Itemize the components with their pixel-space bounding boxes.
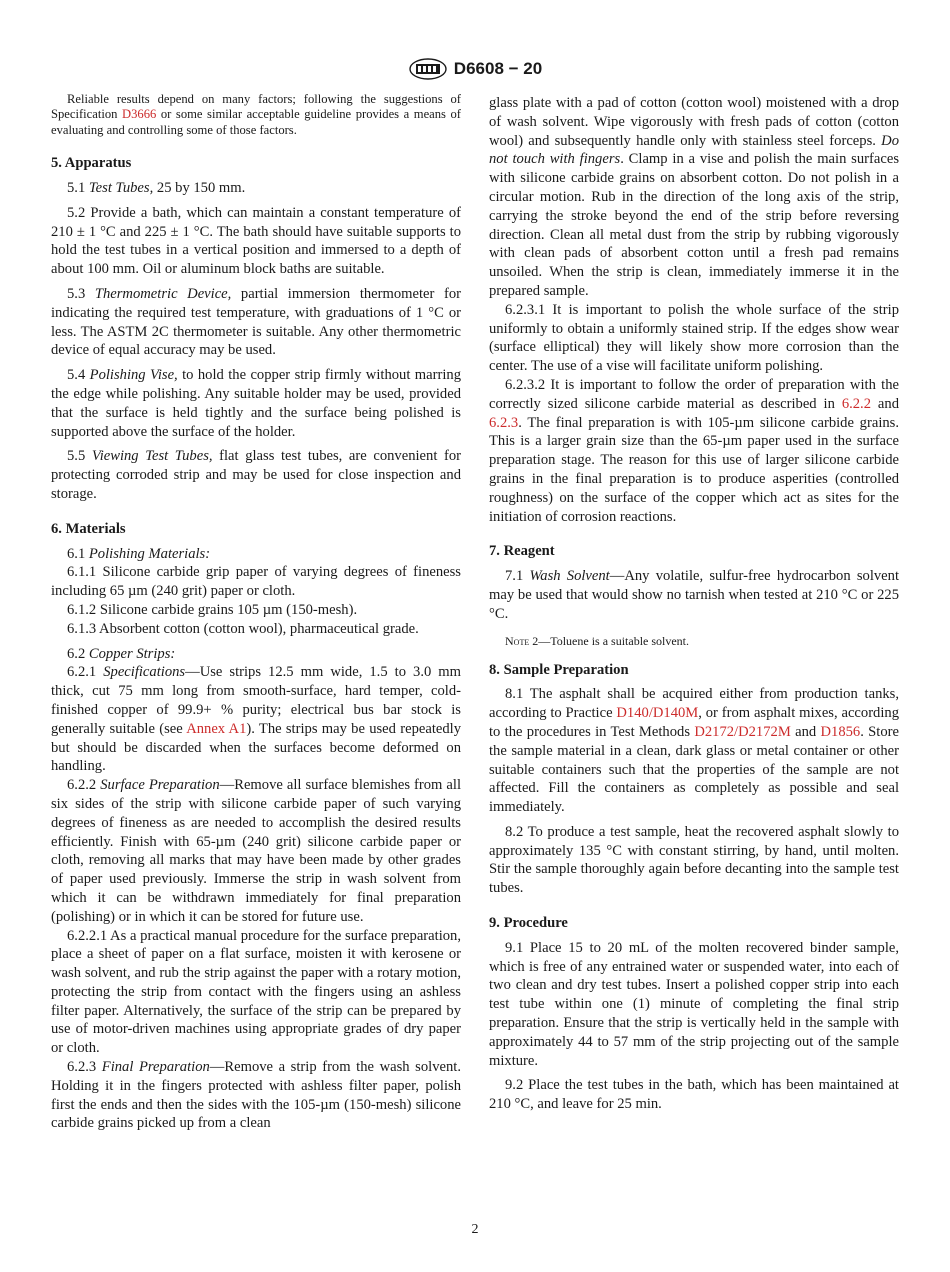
link-d1856[interactable]: D1856 (820, 723, 861, 740)
note-text: 2—Toluene is a suitable solvent. (529, 633, 690, 648)
left-column (51, 92, 461, 1133)
para-term: Surface Preparation (100, 777, 220, 794)
paragraph-5-3 (51, 285, 461, 360)
para-num: 5.5 (67, 448, 92, 465)
paragraph-6-1 (51, 545, 461, 564)
paragraph-5-2: 5.2 Provide a bath, which can maintain a constant temperature of 210 ± 1 °C and 225 ± 1 °C. The bath should have suitable supports to hold the test tubes in a vertical position and immersed to a depth of about 100 mm. Oil or aluminum block baths are suitable. (51, 204, 461, 278)
paragraph-6-1-3: 6.1.3 Absorbent cotton (cotton wool), pharmaceutical grade. (67, 620, 419, 637)
paragraph-8-1 (489, 685, 899, 817)
para-text: flat glass test tubes, are convenient for protecting corroded strip and may be used for close inspection and storage. (51, 448, 462, 502)
paragraph-6-1-1: 6.1.1 Silicone carbide grip paper of varying degrees of fineness including 65 µm (240 grit) paper or cloth. (51, 564, 461, 600)
para-text: 25 by 150 mm. (153, 180, 246, 197)
para-text-end: . The final preparation is with 105-µm silicone carbide grains. This is a larger grain size than the 65-µm paper used in the surface preparation stage. The reason for this use of larger silicone carbide grains in the final preparation is to produce asperities (controlled roughness) on the surface of the copper which act as sites for the initiation of corrosion reactions. (489, 414, 899, 525)
paragraph-6-2-3-2 (489, 376, 899, 526)
para-text-end: . Clamp in a vise and polish the main surfaces with silicone carbide grains on absorbent cotton. Do not polish in a circular motion. Rub in the direction of the long axis of the strip, carrying the stroke beyond the end of the strip before reversing direction. Clean all metal dust from the strip by rubbing vigorously with clean pads of absorbent cotton until a fresh pad remains unsoiled. When the strip is clean, immediately immerse it in the prepared sample. (489, 151, 899, 299)
para-term: Thermometric Device, (94, 286, 232, 302)
paragraph-6-2-3-1: 6.2.3.1 It is important to polish the whole surface of the strip uniformly to obtain a uniformly stained strip. If the edges show wear (surface elliptical) they will likely show more corrosion than the center. The use of a vise will facilitate uniform polishing. (489, 301, 899, 375)
para-text-mid: and (790, 723, 821, 740)
para-term: Final Preparation (101, 1059, 210, 1076)
paragraph-6-2 (51, 645, 461, 664)
intro-text-end: or some similar acceptable guideline provides a means of evaluating and controlling some of those factors. (51, 107, 462, 137)
page-number: 2 (471, 1222, 479, 1237)
paragraph-6-2-1 (51, 663, 461, 776)
paragraph-9-2: 9.2 Place the test tubes in the bath, which has been maintained at 210 °C, and leave for 25 min. (489, 1077, 899, 1113)
para-num: 6.2 (67, 645, 89, 662)
link-6-2-2[interactable]: 6.2.2 (841, 395, 871, 412)
para-text: glass plate with a pad of cotton (cotton wool) moistened with a drop of wash solvent. Wipe vigorously with fresh pads of cotton (cotton wool) and subsequently handle only with stainless steel forceps. (489, 95, 899, 149)
section-8-heading: 8. Sample Preparation (489, 661, 629, 678)
intro-text: Reliable results depend on many factors; following the suggestions of Specification (51, 92, 461, 122)
para-text: —Remove a strip from the wash solvent. Holding it in the fingers protected with ashless filter paper, polish first the ends and then the sides with the 105-µm (150-mesh) silicone carbide grains picked up from a clean (51, 1059, 461, 1132)
paragraph-7-1 (489, 567, 899, 623)
paragraph-6-1-2: 6.1.2 Silicone carbide grains 105 µm (150-mesh). (67, 601, 358, 618)
document-designation: D6608 − 20 (453, 59, 543, 78)
para-term: Viewing Test Tubes, (91, 448, 213, 465)
para-text: partial immersion thermometer for indicating the required test temperature, with graduations of 1 °C or less. The ASTM 2C thermometer is suitable. Any other thermometric device of equal accuracy may be used. (51, 286, 462, 359)
para-text: —Use strips 12.5 mm wide, 1.5 to 3.0 mm thick, cut 75 mm long from smooth-surface, hard temper, cold-finished copper of 99.9+ % purity; electrical bus bar stock is generally suitable (see (51, 664, 461, 737)
note-2 (489, 634, 899, 649)
para-num: 5.3 (67, 286, 95, 302)
para-text: —Remove all surface blemishes from all six sides of the strip with silicone carbide paper of such varying degrees of fineness as are needed to accomplish the desired results efficiently. Finish with 65-µm (240 grit) silicone carbide paper or cloth, removing all marks that may have been made by other grades of paper used previously. Immerse the strip in wash solvent from which it can be withdrawn immediately for final preparation (polishing) or in which it can be stored for future use. (51, 777, 461, 925)
paragraph-5-1 (51, 179, 461, 198)
right-column (489, 94, 899, 1114)
link-d140[interactable]: D140/D140M (616, 705, 699, 722)
paragraph-6-2-3-continued (489, 94, 899, 301)
para-num: 7.1 (505, 568, 530, 585)
para-text-mid: and (871, 395, 899, 412)
para-text: —Any volatile, sulfur-free hydrocarbon solvent may be used that would show no tarnish when tested at 210 °C or 225 °C. (489, 568, 899, 622)
link-d2172[interactable]: D2172/D2172M (694, 723, 791, 740)
section-9-heading: 9. Procedure (489, 915, 568, 932)
para-num: 6.2.1 (67, 664, 104, 681)
section-6-heading: 6. Materials (51, 520, 126, 537)
para-num: 6.2.3 (67, 1059, 102, 1076)
para-term: Wash Solvent (529, 568, 610, 585)
astm-logo-icon (408, 58, 448, 80)
para-text: 6.2.3.2 It is important to follow the order of preparation with the correctly sized silicone carbide material as described in (489, 376, 899, 412)
para-text-mid: , or from asphalt mixes, according to the procedures in Test Methods (489, 705, 900, 740)
para-num: 6.2.2 (67, 777, 101, 794)
para-text-end: ). The strips may be used repeatedly but should be discarded when the surfaces become deformed on handling. (51, 720, 461, 775)
paragraph-6-2-2-1: 6.2.2.1 As a practical manual procedure for the surface preparation, place a sheet of paper on a flat surface, moisten it with kerosene or wash solvent, and rub the strip against the paper with a rotary motion, protecting the strip from contact with the fingers using an ashless filter paper. Alternatively, the surface of the strip can be prepared by use of motor-driven machines using appropriate grades of dry paper or cloth. (51, 927, 461, 1057)
link-6-2-3[interactable]: 6.2.3 (489, 414, 519, 431)
para-num: 5.1 (67, 180, 89, 197)
para-text: 8.1 The asphalt shall be acquired either from production tanks, according to Practice (489, 686, 899, 722)
section-5-heading: 5. Apparatus (51, 155, 132, 172)
note-label: Note (505, 633, 530, 648)
paragraph-5-4 (51, 366, 461, 441)
para-term: Specifications (103, 664, 186, 681)
para-num: 6.1 (67, 545, 89, 562)
page-header (0, 58, 950, 80)
para-text-end: . Store the sample material in a clean, dark glass or metal container or other suitable containers such that the properties of the sample are not affected. Fill the containers as completely as possible and seal immediately. (489, 723, 899, 816)
intro-paragraph (51, 92, 461, 138)
para-term: Polishing Materials: (88, 545, 211, 562)
para-term: Polishing Vise, (89, 367, 178, 384)
link-d3666[interactable]: D3666 (122, 107, 157, 122)
para-num: 5.4 (67, 367, 90, 384)
para-term: Copper Strips: (88, 645, 176, 662)
section-7-heading: 7. Reagent (489, 543, 555, 560)
para-emphasis: Do not touch with fingers (489, 132, 899, 168)
paragraph-8-2: 8.2 To produce a test sample, heat the recovered asphalt slowly to approximately 135 °C with constant stirring, by hand, until molten. Stir the sample thoroughly again before decanting into the sample test tubes. (489, 823, 899, 897)
paragraph-6-2-3 (51, 1058, 461, 1133)
paragraph-6-2-2 (51, 776, 461, 926)
para-term: Test Tubes, (88, 180, 154, 197)
para-text: to hold the copper strip firmly without marring the edge while polishing. Any suitable holder may be used, provided that the surface is held tightly and the surface being polished is supported above the surface of the holder. (51, 367, 461, 440)
link-annex-a1[interactable]: Annex A1 (186, 720, 247, 737)
paragraph-9-1: 9.1 Place 15 to 20 mL of the molten recovered binder sample, which is free of any entrained water or suspended water, into each of two clean and dry test tubes. Insert a polished copper strip into each test tube within one (1) minute of completing the final strip preparation. Ensure that the strip is vertically held in the sample with approximately 44 to 57 mm of the strip projecting out of the sample mixture. (489, 939, 899, 1069)
paragraph-5-5 (51, 447, 461, 503)
